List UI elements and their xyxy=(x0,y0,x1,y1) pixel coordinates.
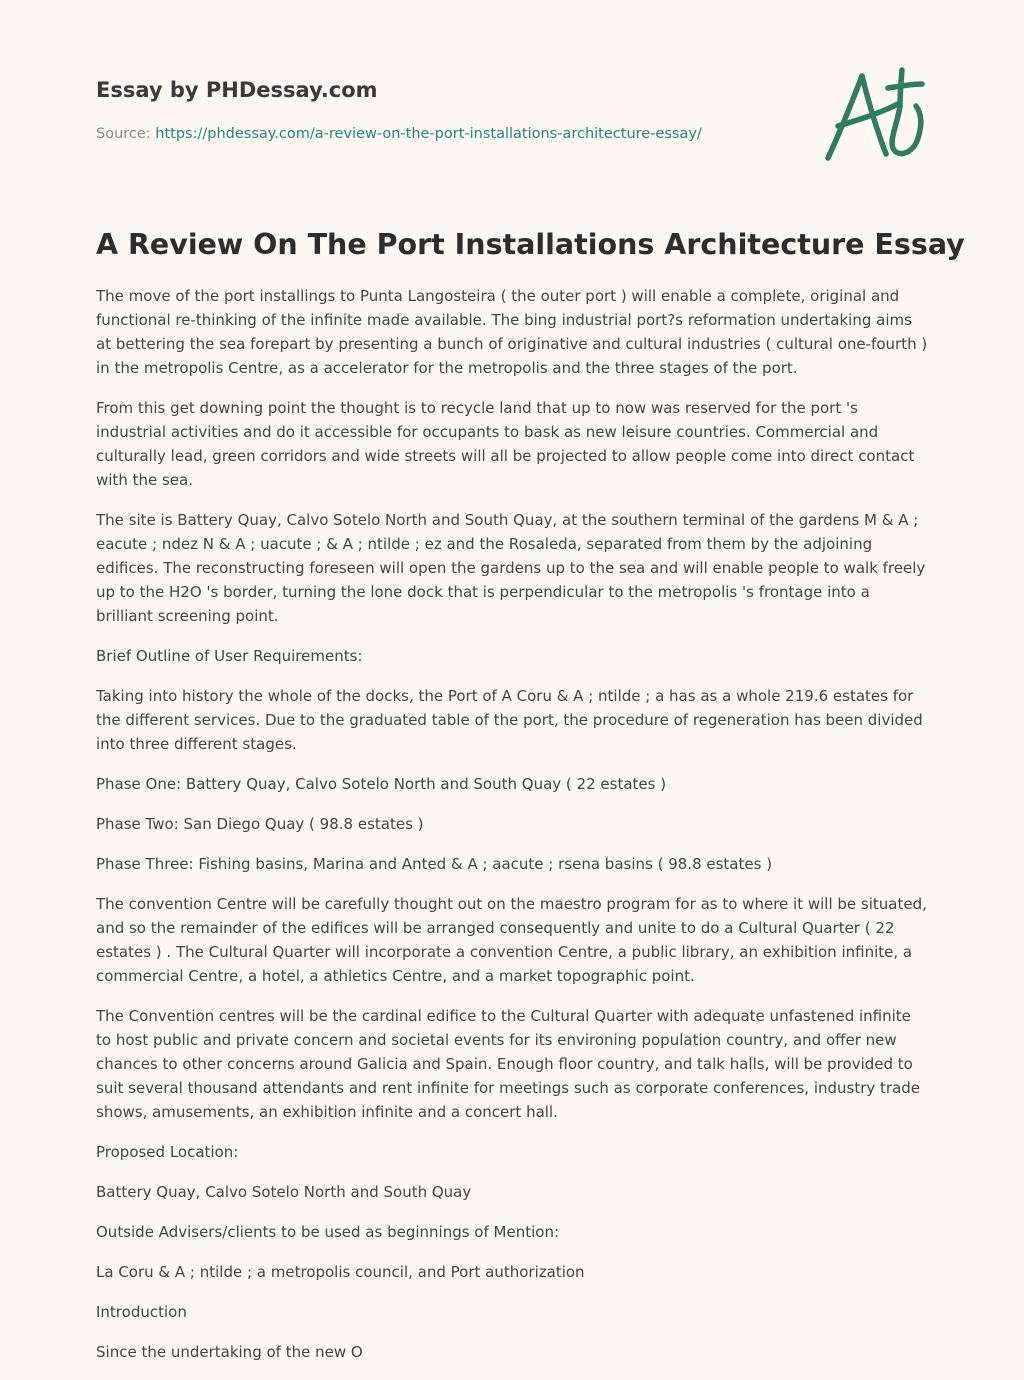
essay-paragraph: Phase Three: Fishing basins, Marina and Anted & A ; aacute ; rsena basins ( 98.8 estates ) xyxy=(96,855,773,873)
essay-paragraph: The move of the port installings to Punta Langosteira ( the outer port ) will enable a complete, original and functional re-thinking of the infinite made available. The bing industrial port?s reformation undertaking aims at bettering the sea forepart by presenting a bunch of originative and cultural industries ( cultural one-fourth ) in the metropolis Centre, as a accelerator for the metropolis and the three stages of the port. xyxy=(96,287,928,377)
essay-paragraph: Proposed Location: xyxy=(96,1143,239,1161)
essay-paragraph: The Convention centres will be the cardinal edifice to the Cultural Quarter with adequate unfastened infinite to host public and private concern and societal events for its environing population country, and offer new chances to other concerns around Galicia and Spain. Enough floor country, and talk halls, will be provided to suit several thousand attendants and rent infinite for meetings such as corporate conferences, industry trade shows, amusements, an exhibition infinite and a concert hall. xyxy=(96,1007,921,1121)
essay-paragraph: Phase Two: San Diego Quay ( 98.8 estates ) xyxy=(96,815,424,833)
essay-paragraph: Phase One: Battery Quay, Calvo Sotelo North and South Quay ( 22 estates ) xyxy=(96,775,667,793)
essay-paragraph: Since the undertaking of the new O xyxy=(96,1343,363,1361)
essay-paragraph: The convention Centre will be carefully thought out on the maestro program for as to where it will be situated, and so the remainder of the edifices will be arranged consequently and unite to do a Cultural Quarter ( 22 estates ) . The Cultural Quarter will incorporate a convention Centre, a public library, an exhibition infinite, a commercial Centre, a hotel, a athletics Centre, and a market topographic point. xyxy=(96,895,927,985)
essay-body xyxy=(96,284,930,1380)
source-link[interactable]: https://phdessay.com/a-review-on-the-port-installations-architecture-essay/ xyxy=(155,126,702,142)
essay-paragraph: Outside Advisers/clients to be used as beginnings of Mention: xyxy=(96,1223,560,1241)
essay-paragraph: Brief Outline of User Requirements: xyxy=(96,647,363,665)
essay-paragraph: La Coru & A ; ntilde ; a metropolis council, and Port authorization xyxy=(96,1263,585,1281)
source-line xyxy=(96,124,796,144)
essay-paragraph: The site is Battery Quay, Calvo Sotelo North and South Quay, at the southern terminal of the gardens M & A ; eacute ; ndez N & A ; uacute ; & A ; ntilde ; ez and the Rosaleda, separated from them by the adjoining edifices. The reconstructing foreseen will open the gardens up to the sea and will enable people to walk freely up to the H2O 's border, turning the lone dock that is perpendicular to the metropolis 's frontage into a brilliant screening point. xyxy=(96,511,926,625)
a-plus-grade-logo xyxy=(818,62,934,170)
source-label: Source: xyxy=(96,126,151,142)
essay-paragraph: Battery Quay, Calvo Sotelo North and South Quay xyxy=(96,1183,472,1201)
site-header xyxy=(96,74,796,144)
essay-paragraph: Introduction xyxy=(96,1303,187,1321)
essay-paragraph: From this get downing point the thought is to recycle land that up to now was reserved for the port 's industrial activities and do it accessible for occupants to bask as new leisure countries. Commercial and culturally lead, green corridors and wide streets will all be projected to allow people come into direct contact with the sea. xyxy=(96,399,915,489)
site-title: Essay by PHDessay.com xyxy=(96,78,378,102)
essay-paragraph: Taking into history the whole of the docks, the Port of A Coru & A ; ntilde ; a has as a whole 219.6 estates for the different services. Due to the graduated table of the port, the procedure of regeneration has been divided into three different stages. xyxy=(96,687,923,753)
essay-title: A Review On The Port Installations Architecture Essay xyxy=(96,228,965,261)
